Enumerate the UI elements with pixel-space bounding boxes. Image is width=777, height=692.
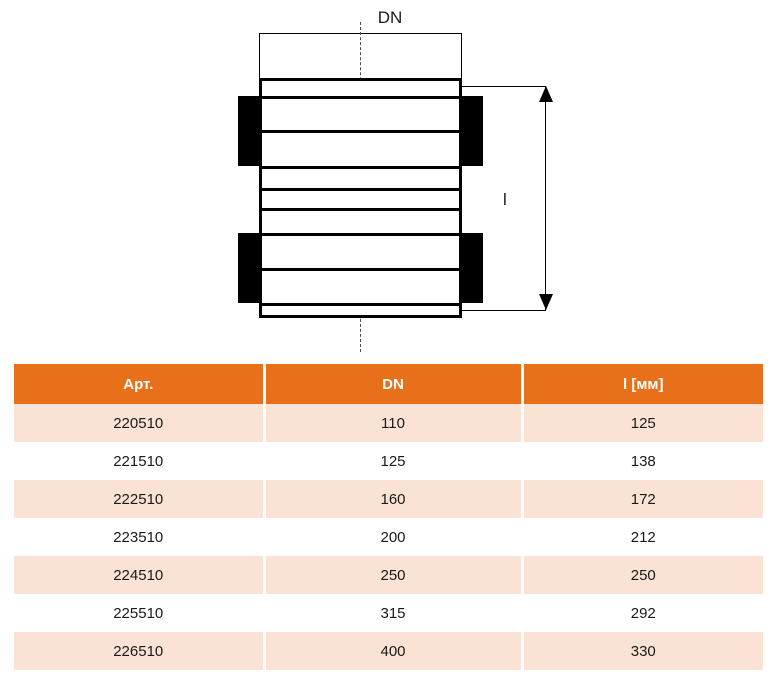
cell-art: 220510 bbox=[14, 404, 264, 442]
cell-length: 138 bbox=[522, 442, 763, 480]
cell-length: 330 bbox=[522, 632, 763, 670]
length-extension-line-bottom bbox=[462, 310, 546, 311]
specification-table-wrap bbox=[14, 364, 763, 670]
cell-length: 125 bbox=[522, 404, 763, 442]
length-dimension-line bbox=[545, 86, 546, 310]
cell-length: 250 bbox=[522, 556, 763, 594]
cell-dn: 315 bbox=[264, 594, 522, 632]
column-header-art: Арт. bbox=[14, 364, 264, 404]
cell-dn: 160 bbox=[264, 480, 522, 518]
socket-collar-lower-right bbox=[459, 233, 483, 303]
cell-art: 226510 bbox=[14, 632, 264, 670]
column-header-length: l [мм] bbox=[522, 364, 763, 404]
column-header-dn: DN bbox=[264, 364, 522, 404]
socket-collar-upper-right bbox=[459, 96, 483, 166]
table-row bbox=[14, 404, 763, 442]
length-extension-line-top bbox=[462, 86, 546, 87]
section-line-6 bbox=[259, 233, 462, 236]
pipe-outline bbox=[259, 78, 462, 318]
cell-dn: 125 bbox=[264, 442, 522, 480]
arrow-up-icon bbox=[539, 86, 553, 102]
cell-art: 222510 bbox=[14, 480, 264, 518]
cell-dn: 200 bbox=[264, 518, 522, 556]
arrow-down-icon bbox=[539, 294, 553, 310]
cell-art: 224510 bbox=[14, 556, 264, 594]
cell-dn: 250 bbox=[264, 556, 522, 594]
section-line-3 bbox=[259, 166, 462, 169]
cell-dn: 110 bbox=[264, 404, 522, 442]
cell-art: 223510 bbox=[14, 518, 264, 556]
cell-dn: 400 bbox=[264, 632, 522, 670]
table-row bbox=[14, 556, 763, 594]
table-row bbox=[14, 632, 763, 670]
dn-dimension-label: DN bbox=[377, 8, 403, 27]
section-line-7 bbox=[259, 268, 462, 271]
specification-table bbox=[14, 364, 763, 670]
section-line-1 bbox=[259, 96, 462, 99]
table-header-row bbox=[14, 364, 763, 404]
table-row bbox=[14, 480, 763, 518]
pipe-coupling-drawing bbox=[259, 78, 462, 318]
cell-length: 292 bbox=[522, 594, 763, 632]
section-line-4 bbox=[259, 188, 462, 191]
section-line-5 bbox=[259, 208, 462, 211]
section-line-2 bbox=[259, 130, 462, 133]
cell-length: 172 bbox=[522, 480, 763, 518]
cell-length: 212 bbox=[522, 518, 763, 556]
table-row bbox=[14, 594, 763, 632]
cell-art: 221510 bbox=[14, 442, 264, 480]
table-row bbox=[14, 518, 763, 556]
section-line-8 bbox=[259, 303, 462, 306]
cell-art: 225510 bbox=[14, 594, 264, 632]
table-row bbox=[14, 442, 763, 480]
length-dimension-label: l bbox=[503, 190, 507, 209]
